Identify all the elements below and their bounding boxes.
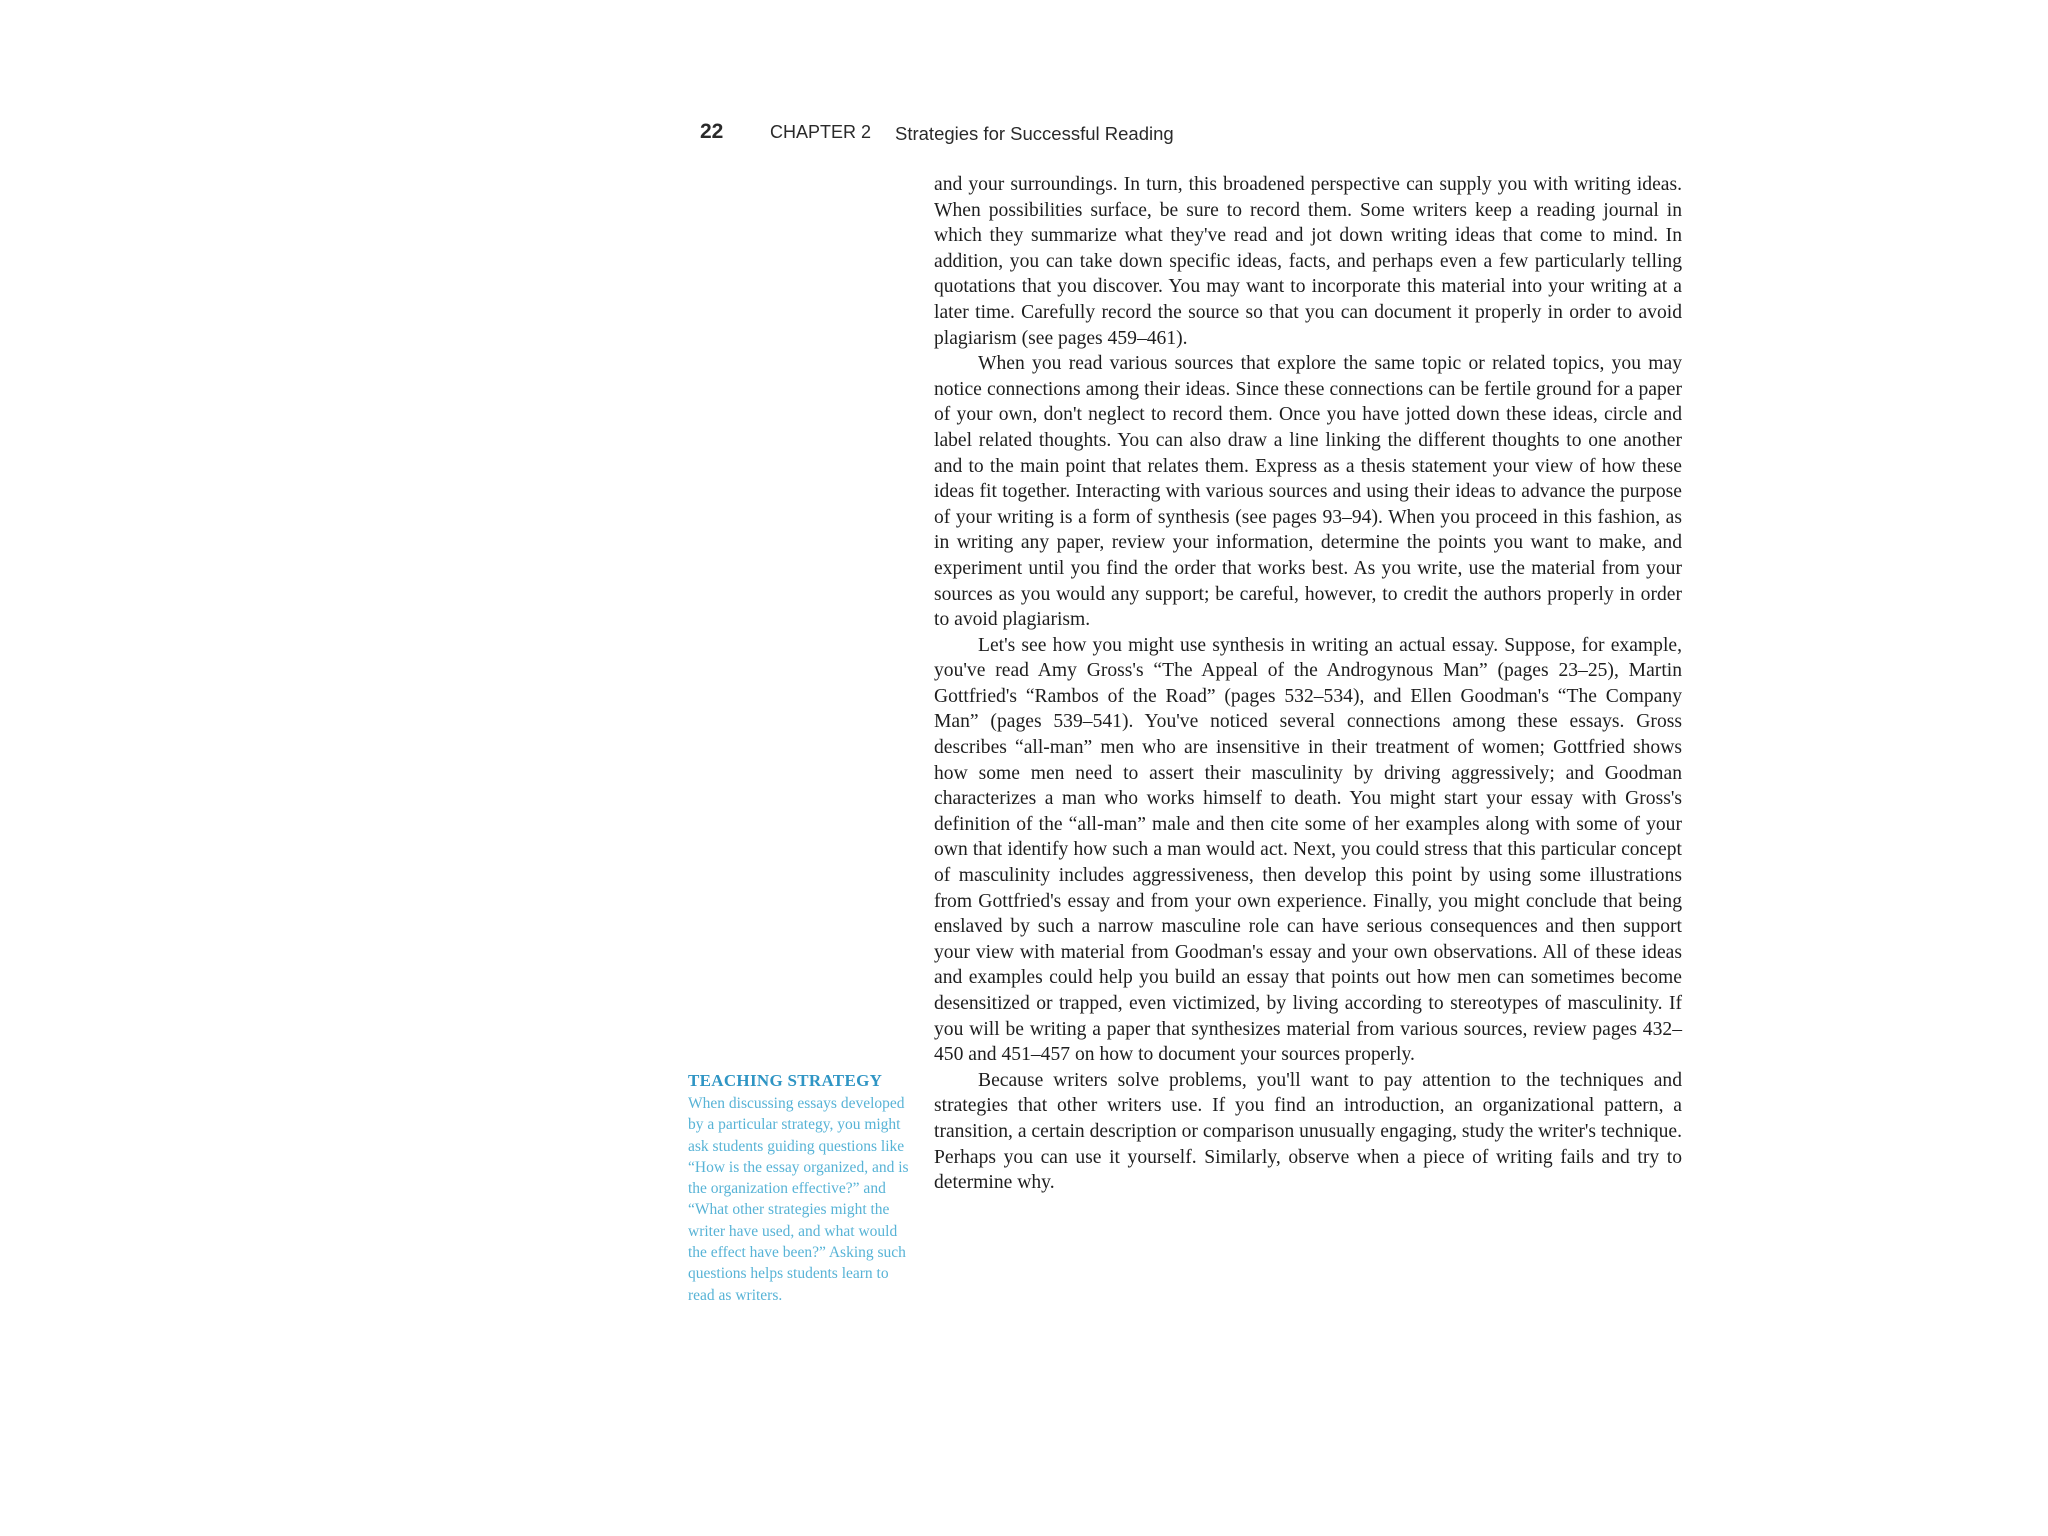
sidebar-title: TEACHING STRATEGY — [688, 1071, 883, 1090]
page-number: 22 — [700, 120, 724, 143]
body-paragraph: and your surroundings. In turn, this broadened perspective can supply you with writing ideas. When possibilities surface, be sure to record them. Some writers keep a reading journal in which they summarize what they've read and jot down writing ideas that come to mind. In addition, you can take down specific ideas, facts, and perhaps even a few particularly telling quotations that you discover. You may want to incorporate this material into your writing at a later time. Carefully record the source so that you can document it properly in order to avoid plagiarism (see pages 459–461). — [934, 174, 1682, 349]
running-head — [700, 118, 1500, 148]
body-paragraph: Let's see how you might use synthesis in writing an actual essay. Suppose, for example, you've read Amy Gross's “The Appeal of the Androgynous Man” (pages 23–25), Martin Gottfried's “Rambos of the Road” (pages 532–534), and Ellen Goodman's “The Company Man” (pages 539–541). You've noticed several connections among these essays. Gross describes “all-man” men who are insensitive in their treatment of women; Gottfried shows how some men need to assert their masculinity by driving aggressively; and Goodman characterizes a man who works himself to death. You might start your essay with Gross's definition of the “all-man” male and then cite some of her examples along with some of your own that identify how such a man would act. Next, you could stress that this particular concept of masculinity includes aggressiveness, then develop this point by using some illustrations from Gottfried's essay and from your own experience. Finally, you might conclude that being enslaved by such a narrow masculine role can have serious consequences and then support your view with material from Goodman's essay and your own observations. All of these ideas and examples could help you build an essay that points out how men can sometimes become desensitized or trapped, even victimized, by living according to stereotypes of masculinity. If you will be writing a paper that synthesizes material from various sources, review pages 432–450 and 451–457 on how to document your sources properly. — [934, 634, 1682, 1066]
chapter-title: Strategies for Successful Reading — [895, 123, 1174, 144]
teaching-strategy-sidebar — [688, 1071, 912, 1306]
body-text — [934, 172, 1682, 1196]
sidebar-text: When discussing essays developed by a particular strategy, you might ask students guiding questions like “How is the essay organized, and is the organization effective?” and “What other strategies might the writer have used, and what would the effect have been?” Asking such questions helps students learn to read as writers. — [688, 1095, 909, 1304]
body-paragraph: Because writers solve problems, you'll want to pay attention to the techniques and strategies that other writers use. If you find an introduction, an organizational pattern, a transition, a certain description or comparison unusually engaging, study the writer's technique. Perhaps you can use it yourself. Similarly, observe when a piece of writing fails and try to determine why. — [934, 1069, 1682, 1194]
chapter-label: CHAPTER 2 — [770, 122, 872, 142]
body-paragraph: When you read various sources that explore the same topic or related topics, you may notice connections among their ideas. Since these connections can be fertile ground for a paper of your own, don't neglect to record them. Once you have jotted down these ideas, circle and label related thoughts. You can also draw a line linking the different thoughts to one another and to the main point that relates them. Express as a thesis statement your view of how these ideas fit together. Interacting with various sources and using their ideas to advance the purpose of your writing is a form of synthesis (see pages 93–94). When you proceed in this fashion, as in writing any paper, review your information, determine the points you want to make, and experiment until you find the order that works best. As you write, use the material from your sources as you would any support; be careful, however, to credit the authors properly in order to avoid plagiarism. — [934, 353, 1682, 631]
